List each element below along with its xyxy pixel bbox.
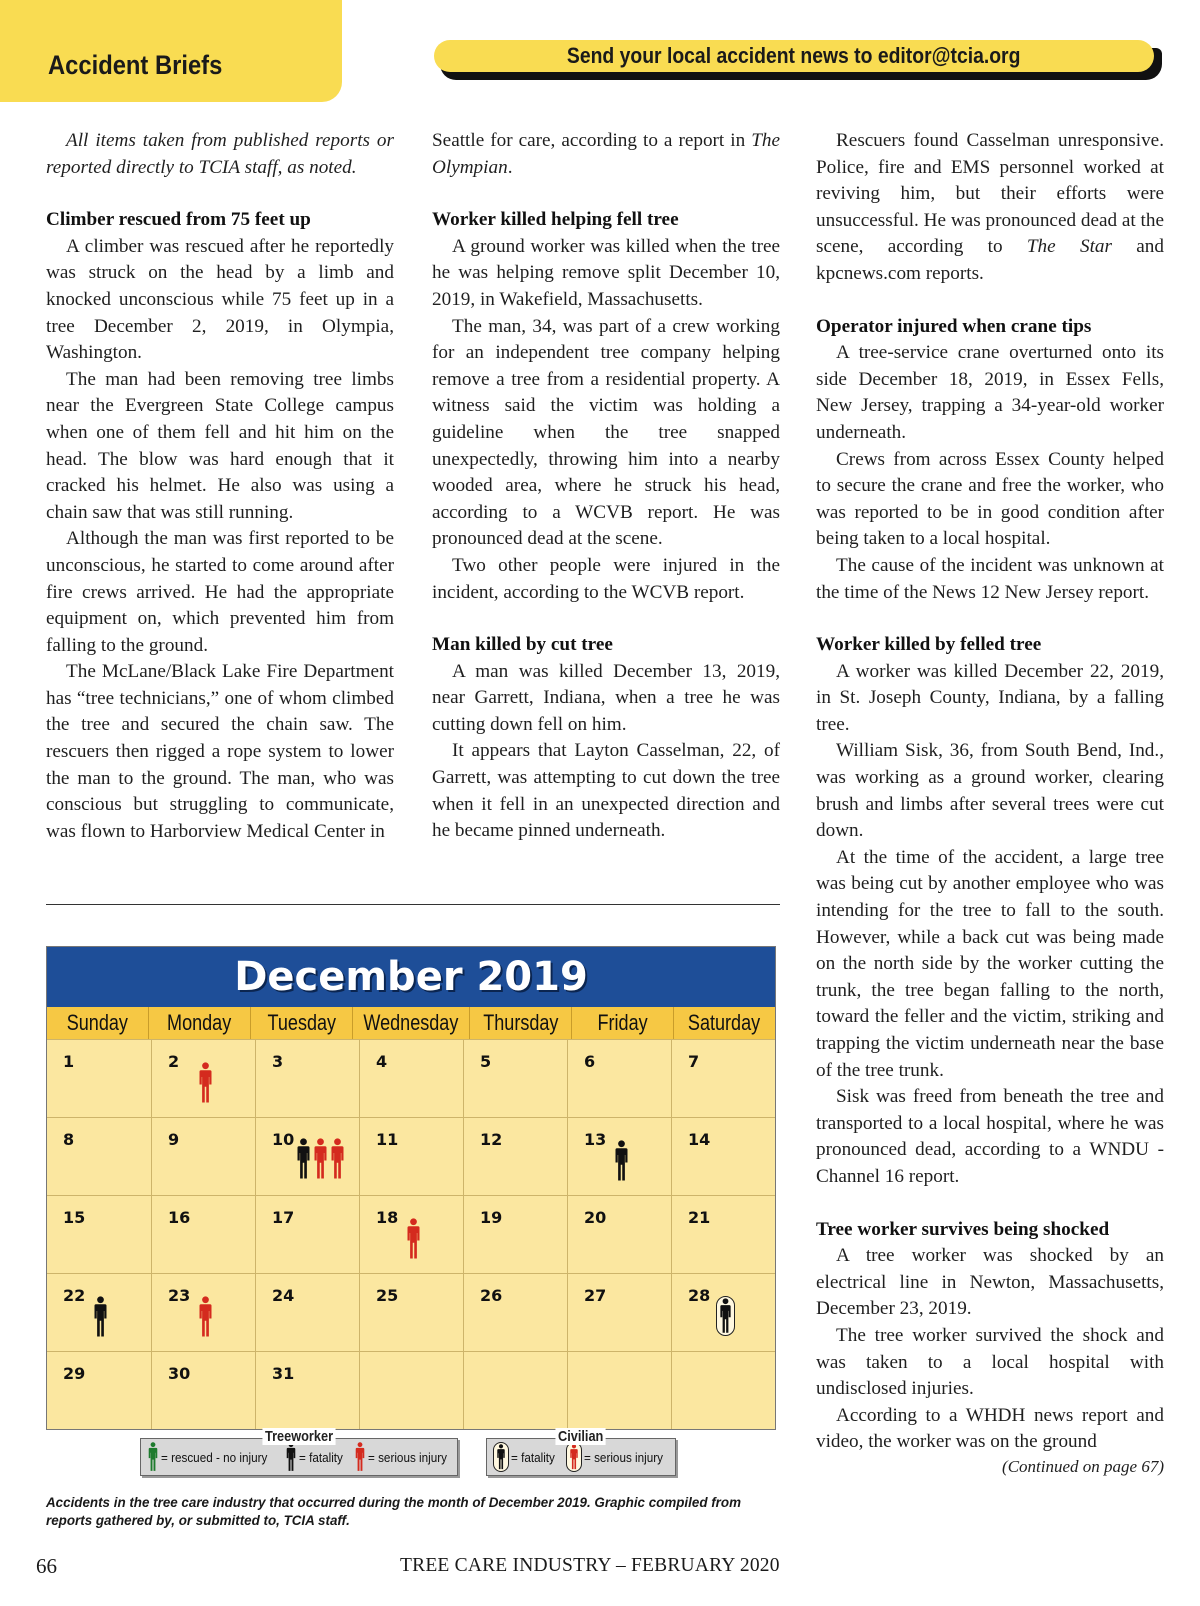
day-number: 29 bbox=[63, 1364, 86, 1383]
calendar-day-cell bbox=[567, 1039, 671, 1117]
weekday-label: Tuesday bbox=[267, 1010, 336, 1035]
legend-title bbox=[140, 1428, 458, 1445]
incident-figures bbox=[198, 1296, 213, 1338]
day-number: 18 bbox=[376, 1208, 399, 1227]
incident-figures bbox=[296, 1138, 345, 1180]
day-number: 31 bbox=[272, 1364, 295, 1383]
legend-treeworker bbox=[140, 1428, 458, 1476]
day-number: 21 bbox=[688, 1208, 711, 1227]
weekday bbox=[673, 1007, 775, 1039]
day-number: 15 bbox=[63, 1208, 86, 1227]
civilian-ring bbox=[716, 1296, 735, 1336]
day-number: 16 bbox=[168, 1208, 191, 1227]
calendar-day-cell bbox=[47, 1351, 151, 1429]
legend-civilian bbox=[486, 1428, 676, 1476]
headline-worker-killed-helping: Worker killed helping fell tree bbox=[432, 209, 679, 231]
legend-label: = rescued - no injury bbox=[161, 1449, 268, 1465]
calendar-day-cell bbox=[567, 1117, 671, 1195]
headline-operator-injured: Operator injured when crane tips bbox=[816, 315, 1092, 337]
calendar-day-cell bbox=[567, 1351, 671, 1429]
section-title: Accident Briefs bbox=[48, 50, 223, 80]
legend-label: = fatality bbox=[299, 1449, 344, 1465]
paragraph: The McLane/Black Lake Fire Department has “tree technicians,” one of whom climbed the tree and secured the chain saw. The rescuers then rigged a rope system to lower the man to the ground. The man, who was conscious but struggling to communicate, was flown to Harborview Medical Center in bbox=[46, 661, 394, 842]
paragraph: Two other people were injured in the incident, according to the WCVB report. bbox=[432, 554, 780, 603]
calendar-day-cell bbox=[463, 1351, 567, 1429]
day-number: 17 bbox=[272, 1208, 295, 1227]
calendar-day-cell bbox=[151, 1039, 255, 1117]
person-icon bbox=[330, 1138, 345, 1180]
paragraph: A tree-service crane overturned onto its side December 18, 2019, in Essex Fells, New Jersey, trapping a 34-year-old worker underneath. bbox=[816, 342, 1164, 443]
person-icon bbox=[614, 1140, 629, 1182]
column-3 bbox=[816, 128, 1164, 1478]
day-number: 4 bbox=[376, 1052, 388, 1071]
weekday-label: Friday bbox=[597, 1010, 648, 1035]
day-number: 3 bbox=[272, 1052, 284, 1071]
paragraph: According to a WHDH news report and video, the worker was on the ground bbox=[816, 1404, 1164, 1453]
publication-name: The Olympian bbox=[432, 130, 780, 178]
legend-title-text: Civilian bbox=[556, 1428, 606, 1445]
day-number: 30 bbox=[168, 1364, 191, 1383]
day-number: 13 bbox=[584, 1130, 607, 1149]
weekday-label: Saturday bbox=[688, 1010, 761, 1035]
intro-note: All items taken from published reports or reported directly to TCIA staff, as noted. bbox=[46, 130, 394, 178]
calendar-day-cell bbox=[567, 1273, 671, 1351]
legend-label: = serious injury bbox=[583, 1449, 663, 1465]
calendar-day-cell bbox=[151, 1195, 255, 1273]
incident-figures bbox=[198, 1062, 213, 1104]
calendar-day-cell bbox=[47, 1039, 151, 1117]
calendar-day-cell bbox=[255, 1273, 359, 1351]
day-number: 1 bbox=[63, 1052, 75, 1071]
weekday-label: Wednesday bbox=[363, 1010, 459, 1035]
legend-item-fatality bbox=[285, 1442, 348, 1472]
calendar-day-cell bbox=[463, 1039, 567, 1117]
headline-climber-rescued: Climber rescued from 75 feet up bbox=[46, 209, 311, 231]
calendar-day-cell bbox=[255, 1117, 359, 1195]
submit-banner bbox=[434, 40, 1154, 72]
calendar-header bbox=[47, 947, 775, 1007]
calendar-day-cell bbox=[359, 1195, 463, 1273]
day-number: 20 bbox=[584, 1208, 607, 1227]
legend-item-serious bbox=[354, 1442, 456, 1472]
person-icon bbox=[496, 1444, 506, 1470]
paragraph: A man was killed December 13, 2019, near Garrett, Indiana, when a tree he was cutting down fell on him. bbox=[432, 660, 780, 735]
legend-label: = serious injury bbox=[367, 1449, 447, 1465]
day-number: 9 bbox=[168, 1130, 180, 1149]
column-2 bbox=[432, 128, 780, 845]
calendar-day-cell bbox=[671, 1039, 775, 1117]
calendar-day-cell bbox=[151, 1117, 255, 1195]
calendar-day-cell bbox=[47, 1117, 151, 1195]
paragraph: At the time of the accident, a large tree was being cut by another employee who was intending for the tree to fall to the south. However, while a back cut was being made on the north side by the worker cutting the trunk, the tree began falling to the north, toward the feller and the victim, striking and trapping the victim underneath near the base of the tree trunk. bbox=[816, 846, 1164, 1081]
headline-worker-shocked: Tree worker survives being shocked bbox=[816, 1218, 1110, 1240]
text-run: Rescuers found Casselman unresponsive. Police, fire and EMS personnel worked at reviving him, but their efforts were unsuccessful. He was pronounced dead at the scene, according to bbox=[816, 130, 1164, 258]
day-number: 28 bbox=[688, 1286, 711, 1305]
calendar-weekdays bbox=[47, 1007, 775, 1039]
weekday bbox=[47, 1007, 148, 1039]
legend-title-text: Treeworker bbox=[262, 1428, 335, 1445]
day-number: 7 bbox=[688, 1052, 700, 1071]
divider-rule bbox=[46, 904, 780, 905]
calendar-day-cell bbox=[151, 1351, 255, 1429]
legend-title bbox=[486, 1428, 676, 1445]
legend-label: = fatality bbox=[511, 1449, 555, 1465]
paragraph: A tree worker was shocked by an electrical line in Newton, Massachusetts, December 23, 2019. bbox=[816, 1245, 1164, 1320]
calendar-day-cell bbox=[359, 1117, 463, 1195]
person-icon bbox=[406, 1218, 421, 1260]
weekday-label: Sunday bbox=[66, 1010, 129, 1035]
calendar-day-cell bbox=[255, 1195, 359, 1273]
paragraph: The man, 34, was part of a crew working for an independent tree company helping remove a tree from a residential property. A witness said the victim was holding a guideline when the tree snapped unexpectedly, throwing him into a nearby wooded area, where he struck his head, according to a WCVB report. He was pronounced dead at the scene. bbox=[432, 315, 780, 550]
calendar-day-cell bbox=[463, 1117, 567, 1195]
calendar-day-cell bbox=[567, 1195, 671, 1273]
weekday bbox=[469, 1007, 571, 1039]
person-icon bbox=[719, 1298, 732, 1334]
calendar-day-cell bbox=[255, 1351, 359, 1429]
day-number: 11 bbox=[376, 1130, 399, 1149]
paragraph: Although the man was first reported to be unconscious, he started to come around after fire crews arrived. He had the appropriate equipment on, which prevented him from falling to the ground. bbox=[46, 528, 394, 656]
calendar-day-cell bbox=[671, 1117, 775, 1195]
calendar-day-cell bbox=[671, 1195, 775, 1273]
day-number: 27 bbox=[584, 1286, 607, 1305]
paragraph: The tree worker survived the shock and was taken to a local hospital with undisclosed injuries. bbox=[816, 1324, 1164, 1400]
person-icon bbox=[198, 1296, 213, 1338]
incident-figures bbox=[406, 1218, 421, 1260]
day-number: 5 bbox=[480, 1052, 492, 1071]
weekday bbox=[571, 1007, 673, 1039]
calendar-day-cell bbox=[359, 1039, 463, 1117]
weekday bbox=[250, 1007, 352, 1039]
continued-note: (Continued on page 67) bbox=[1002, 1456, 1164, 1476]
calendar-grid bbox=[47, 1039, 775, 1429]
paragraph: A climber was rescued after he reportedly was struck on the head by a limb and knocked unconscious while 75 feet up in a tree December 2, 2019, in Olympia, Washington. bbox=[46, 235, 394, 364]
paragraph bbox=[816, 128, 1164, 288]
column-1 bbox=[46, 128, 394, 845]
day-number: 23 bbox=[168, 1286, 191, 1305]
headline-worker-killed-felled: Worker killed by felled tree bbox=[816, 634, 1042, 656]
publication-name: The Star bbox=[1026, 236, 1112, 258]
page-number: 66 bbox=[36, 1554, 57, 1578]
person-icon bbox=[569, 1444, 579, 1470]
person-icon bbox=[354, 1442, 366, 1472]
incident-figures bbox=[716, 1296, 735, 1336]
legend-item-civ-serious bbox=[566, 1442, 672, 1472]
paragraph: The cause of the incident was unknown at the time of the News 12 New Jersey report. bbox=[816, 554, 1164, 603]
day-number: 25 bbox=[376, 1286, 399, 1305]
calendar-day-cell bbox=[47, 1273, 151, 1351]
section-tab bbox=[0, 0, 342, 102]
figure-caption: Accidents in the tree care industry that occurred during the month of December 2019. Graphic compiled from reports gathered by, or submitted to, TCIA staff. bbox=[46, 1495, 741, 1528]
headline-man-killed: Man killed by cut tree bbox=[432, 634, 613, 656]
person-icon bbox=[296, 1138, 311, 1180]
person-icon bbox=[285, 1442, 297, 1472]
day-number: 24 bbox=[272, 1286, 295, 1305]
civilian-ring bbox=[493, 1442, 509, 1472]
person-icon bbox=[198, 1062, 213, 1104]
paragraph: William Sisk, 36, from South Bend, Ind., was working as a ground worker, clearing brush and limbs after several trees were cut down. bbox=[816, 740, 1164, 842]
calendar-day-cell bbox=[359, 1273, 463, 1351]
calendar-day-cell bbox=[151, 1273, 255, 1351]
calendar-day-cell bbox=[463, 1273, 567, 1351]
text-run: . bbox=[507, 156, 513, 178]
person-icon bbox=[147, 1442, 159, 1472]
person-icon bbox=[313, 1138, 328, 1180]
person-icon bbox=[93, 1296, 108, 1338]
paragraph: Sisk was freed from beneath the tree and transported to a local hospital, where he was pronounced dead, according to a WNDU - Channel 16 report. bbox=[816, 1086, 1164, 1187]
day-number: 8 bbox=[63, 1130, 75, 1149]
civilian-ring bbox=[566, 1442, 582, 1472]
legend-item-civ-fatality bbox=[493, 1442, 560, 1472]
calendar-title: December 2019 bbox=[234, 954, 588, 1000]
calendar-day-cell bbox=[255, 1039, 359, 1117]
paragraph bbox=[432, 128, 780, 181]
weekday-label: Monday bbox=[167, 1010, 232, 1035]
day-number: 10 bbox=[272, 1130, 295, 1149]
calendar-day-cell bbox=[359, 1351, 463, 1429]
legend-item-rescued bbox=[147, 1442, 279, 1472]
text-run: and kpcnews.com reports. bbox=[816, 236, 1164, 284]
accident-calendar bbox=[46, 946, 776, 1430]
day-number: 6 bbox=[584, 1052, 596, 1071]
day-number: 2 bbox=[168, 1052, 180, 1071]
calendar-day-cell bbox=[47, 1195, 151, 1273]
calendar-day-cell bbox=[671, 1273, 775, 1351]
incident-figures bbox=[93, 1296, 108, 1338]
calendar-day-cell bbox=[671, 1351, 775, 1429]
banner-text: Send your local accident news to editor@tcia.org bbox=[567, 43, 1021, 68]
day-number: 19 bbox=[480, 1208, 503, 1227]
day-number: 12 bbox=[480, 1130, 503, 1149]
day-number: 26 bbox=[480, 1286, 503, 1305]
footer-publication: TREE CARE INDUSTRY – FEBRUARY 2020 bbox=[400, 1555, 780, 1576]
weekday bbox=[148, 1007, 250, 1039]
calendar-day-cell bbox=[463, 1195, 567, 1273]
weekday bbox=[352, 1007, 469, 1039]
paragraph: It appears that Layton Casselman, 22, of Garrett, was attempting to cut down the tree when it fell in an unexpected direction and he became pinned underneath. bbox=[432, 740, 780, 842]
text-run: Seattle for care, according to a report in bbox=[432, 130, 752, 151]
paragraph: Crews from across Essex County helped to secure the crane and free the worker, who was reported to be in good condition after being taken to a local hospital. bbox=[816, 448, 1164, 550]
paragraph: A ground worker was killed when the tree he was helping remove split December 10, 2019, in Wakefield, Massachusetts. bbox=[432, 235, 780, 310]
day-number: 22 bbox=[63, 1286, 86, 1305]
weekday-label: Thursday bbox=[482, 1010, 558, 1035]
paragraph: The man had been removing tree limbs near the Evergreen State College campus when one of them fell and hit him on the head. The blow was hard enough that it cracked his helmet. He also was using a chain saw that was still running. bbox=[46, 368, 394, 523]
incident-figures bbox=[614, 1140, 629, 1182]
day-number: 14 bbox=[688, 1130, 711, 1149]
paragraph: A worker was killed December 22, 2019, in St. Joseph County, Indiana, by a falling tree. bbox=[816, 660, 1164, 735]
